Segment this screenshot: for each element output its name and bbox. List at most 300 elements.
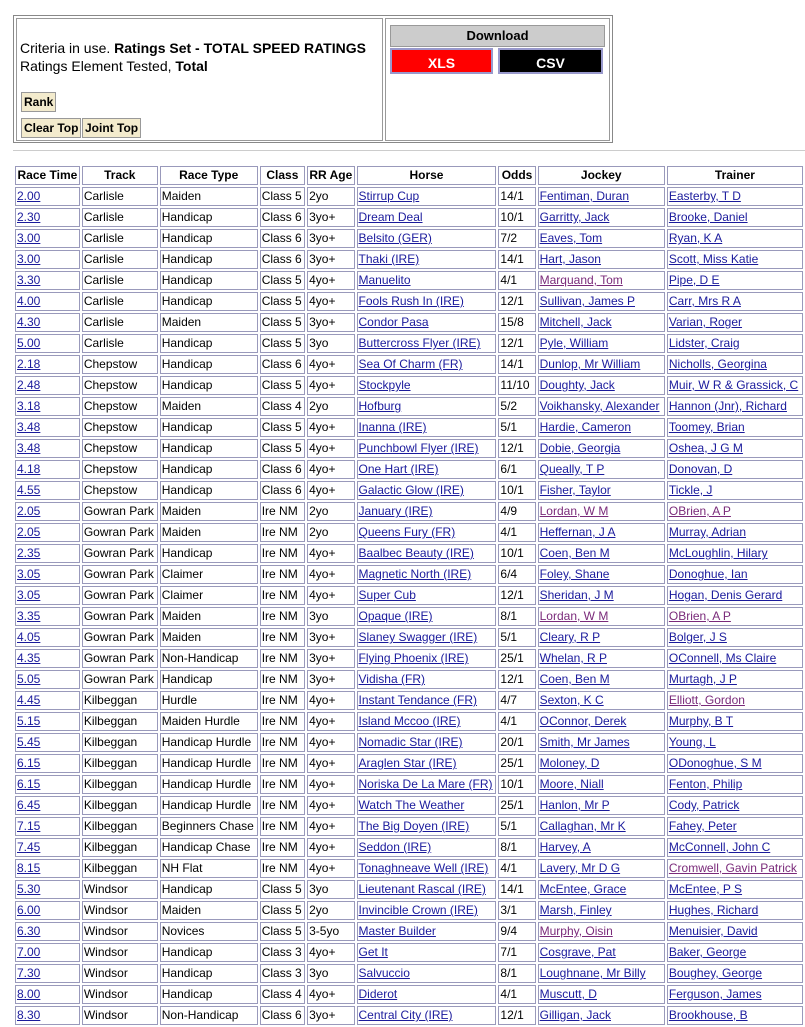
race-time-link[interactable]: 6.15 — [17, 756, 41, 770]
horse-link[interactable]: Dream Deal — [358, 210, 423, 224]
trainer-link[interactable]: Cromwell, Gavin Patrick — [668, 861, 797, 875]
trainer-link[interactable]: Fahey, Peter — [668, 819, 737, 833]
race-time-link[interactable]: 2.05 — [17, 525, 41, 539]
trainer-link[interactable]: OBrien, A P — [668, 504, 731, 518]
race-time-link[interactable]: 2.18 — [17, 357, 41, 371]
jockey-link[interactable]: Voikhansky, Alexander — [539, 399, 660, 413]
trainer-link[interactable]: Ryan, K A — [668, 231, 723, 245]
jockey-link[interactable]: Gilligan, Jack — [539, 1008, 611, 1022]
race-time-link[interactable]: 4.00 — [17, 294, 41, 308]
horse-link[interactable]: Central City (IRE) — [358, 1008, 453, 1022]
time-cell[interactable] — [15, 460, 80, 479]
horse-link[interactable]: Belsito (GER) — [358, 231, 432, 245]
horse-cell[interactable] — [357, 229, 497, 248]
race-time-link[interactable]: 8.15 — [17, 861, 41, 875]
trainer-cell[interactable] — [667, 523, 803, 542]
horse-link[interactable]: Seddon (IRE) — [358, 840, 432, 854]
trainer-link[interactable]: Pipe, D E — [668, 273, 720, 287]
trainer-cell[interactable] — [667, 502, 803, 521]
trainer-cell[interactable] — [667, 187, 803, 206]
jockey-link[interactable]: Moore, Niall — [539, 777, 604, 791]
jockey-cell[interactable] — [538, 523, 665, 542]
trainer-link[interactable]: Bolger, J S — [668, 630, 727, 644]
trainer-cell[interactable] — [667, 544, 803, 563]
jockey-link[interactable]: Marquand, Tom — [539, 273, 623, 287]
xls-download-button[interactable]: XLS — [390, 48, 493, 74]
trainer-link[interactable]: Menuisier, David — [668, 924, 758, 938]
horse-link[interactable]: Thaki (IRE) — [358, 252, 420, 266]
trainer-cell[interactable] — [667, 670, 803, 689]
jockey-link[interactable]: Lordan, W M — [539, 504, 609, 518]
jockey-link[interactable]: Murphy, Oisin — [539, 924, 613, 938]
trainer-link[interactable]: McConnell, John C — [668, 840, 771, 854]
trainer-cell[interactable] — [667, 901, 803, 920]
jockey-cell[interactable] — [538, 250, 665, 269]
horse-link[interactable]: Queens Fury (FR) — [358, 525, 456, 539]
horse-link[interactable]: Slaney Swagger (IRE) — [358, 630, 478, 644]
race-time-link[interactable]: 4.45 — [17, 693, 41, 707]
time-cell[interactable] — [15, 985, 80, 1004]
horse-link[interactable]: Flying Phoenix (IRE) — [358, 651, 469, 665]
time-cell[interactable] — [15, 712, 80, 731]
time-cell[interactable] — [15, 775, 80, 794]
trainer-link[interactable]: Donoghue, Ian — [668, 567, 748, 581]
race-time-link[interactable]: 3.05 — [17, 588, 41, 602]
time-cell[interactable] — [15, 838, 80, 857]
race-time-link[interactable]: 6.15 — [17, 777, 41, 791]
trainer-link[interactable]: Hannon (Jnr), Richard — [668, 399, 787, 413]
jockey-link[interactable]: Queally, T P — [539, 462, 605, 476]
horse-cell[interactable] — [357, 208, 497, 227]
horse-link[interactable]: Vidisha (FR) — [358, 672, 425, 686]
col-track[interactable]: Track — [82, 166, 158, 185]
trainer-cell[interactable] — [667, 397, 803, 416]
time-cell[interactable] — [15, 628, 80, 647]
jockey-cell[interactable] — [538, 733, 665, 752]
clear-top-button[interactable]: Clear Top — [21, 118, 81, 138]
col-odds[interactable]: Odds — [498, 166, 535, 185]
horse-link[interactable]: Nomadic Star (IRE) — [358, 735, 463, 749]
horse-cell[interactable] — [357, 187, 497, 206]
col-trainer[interactable]: Trainer — [667, 166, 803, 185]
time-cell[interactable] — [15, 565, 80, 584]
jockey-link[interactable]: Loughnane, Mr Billy — [539, 966, 646, 980]
horse-cell[interactable] — [357, 586, 497, 605]
race-time-link[interactable]: 7.00 — [17, 945, 41, 959]
horse-cell[interactable] — [357, 985, 497, 1004]
jockey-cell[interactable] — [538, 1006, 665, 1025]
horse-link[interactable]: Hofburg — [358, 399, 402, 413]
race-time-link[interactable]: 2.05 — [17, 504, 41, 518]
horse-link[interactable]: Stirrup Cup — [358, 189, 420, 203]
jockey-link[interactable]: Hanlon, Mr P — [539, 798, 610, 812]
trainer-cell[interactable] — [667, 250, 803, 269]
time-cell[interactable] — [15, 607, 80, 626]
horse-cell[interactable] — [357, 607, 497, 626]
horse-link[interactable]: Opaque (IRE) — [358, 609, 433, 623]
col-race-time[interactable]: Race Time — [15, 166, 80, 185]
jockey-link[interactable]: Hart, Jason — [539, 252, 601, 266]
horse-link[interactable]: Sea Of Charm (FR) — [358, 357, 463, 371]
time-cell[interactable] — [15, 376, 80, 395]
trainer-cell[interactable] — [667, 922, 803, 941]
csv-download-button[interactable]: CSV — [498, 48, 603, 74]
horse-link[interactable]: Instant Tendance (FR) — [358, 693, 478, 707]
horse-cell[interactable] — [357, 901, 497, 920]
horse-link[interactable]: Watch The Weather — [358, 798, 465, 812]
jockey-cell[interactable] — [538, 985, 665, 1004]
trainer-link[interactable]: Brookhouse, B — [668, 1008, 748, 1022]
race-time-link[interactable]: 5.05 — [17, 672, 41, 686]
jockey-link[interactable]: Hardie, Cameron — [539, 420, 631, 434]
race-time-link[interactable]: 3.00 — [17, 231, 41, 245]
horse-cell[interactable] — [357, 649, 497, 668]
time-cell[interactable] — [15, 943, 80, 962]
race-time-link[interactable]: 7.45 — [17, 840, 41, 854]
time-cell[interactable] — [15, 880, 80, 899]
time-cell[interactable] — [15, 796, 80, 815]
trainer-link[interactable]: Tickle, J — [668, 483, 713, 497]
time-cell[interactable] — [15, 418, 80, 437]
trainer-cell[interactable] — [667, 418, 803, 437]
race-time-link[interactable]: 2.35 — [17, 546, 41, 560]
jockey-cell[interactable] — [538, 292, 665, 311]
jockey-cell[interactable] — [538, 397, 665, 416]
time-cell[interactable] — [15, 691, 80, 710]
jockey-link[interactable]: Mitchell, Jack — [539, 315, 612, 329]
jockey-cell[interactable] — [538, 628, 665, 647]
time-cell[interactable] — [15, 523, 80, 542]
trainer-cell[interactable] — [667, 334, 803, 353]
trainer-cell[interactable] — [667, 1006, 803, 1025]
horse-link[interactable]: Araglen Star (IRE) — [358, 756, 457, 770]
race-time-link[interactable]: 2.48 — [17, 378, 41, 392]
trainer-cell[interactable] — [667, 208, 803, 227]
trainer-cell[interactable] — [667, 943, 803, 962]
time-cell[interactable] — [15, 334, 80, 353]
jockey-cell[interactable] — [538, 187, 665, 206]
race-time-link[interactable]: 8.00 — [17, 987, 41, 1001]
jockey-link[interactable]: Heffernan, J A — [539, 525, 616, 539]
jockey-cell[interactable] — [538, 544, 665, 563]
trainer-link[interactable]: Cody, Patrick — [668, 798, 740, 812]
race-time-link[interactable]: 6.00 — [17, 903, 41, 917]
jockey-cell[interactable] — [538, 418, 665, 437]
jockey-cell[interactable] — [538, 691, 665, 710]
trainer-link[interactable]: Baker, George — [668, 945, 747, 959]
race-time-link[interactable]: 4.35 — [17, 651, 41, 665]
jockey-link[interactable]: Cleary, R P — [539, 630, 601, 644]
jockey-cell[interactable] — [538, 355, 665, 374]
jockey-cell[interactable] — [538, 313, 665, 332]
horse-cell[interactable] — [357, 796, 497, 815]
col-class[interactable]: Class — [260, 166, 305, 185]
race-time-link[interactable]: 4.18 — [17, 462, 41, 476]
trainer-link[interactable]: Boughey, George — [668, 966, 763, 980]
col-jockey[interactable]: Jockey — [538, 166, 665, 185]
horse-cell[interactable] — [357, 838, 497, 857]
horse-link[interactable]: Stockpyle — [358, 378, 411, 392]
jockey-link[interactable]: Pyle, William — [539, 336, 609, 350]
horse-link[interactable]: Magnetic North (IRE) — [358, 567, 472, 581]
trainer-link[interactable]: Muir, W R & Grassick, C — [668, 378, 799, 392]
horse-cell[interactable] — [357, 397, 497, 416]
horse-cell[interactable] — [357, 418, 497, 437]
horse-link[interactable]: Inanna (IRE) — [358, 420, 427, 434]
trainer-cell[interactable] — [667, 859, 803, 878]
jockey-link[interactable]: Coen, Ben M — [539, 546, 610, 560]
horse-link[interactable]: Master Builder — [358, 924, 436, 938]
race-time-link[interactable]: 3.30 — [17, 273, 41, 287]
jockey-cell[interactable] — [538, 208, 665, 227]
trainer-cell[interactable] — [667, 880, 803, 899]
trainer-cell[interactable] — [667, 628, 803, 647]
trainer-link[interactable]: Hogan, Denis Gerard — [668, 588, 783, 602]
jockey-cell[interactable] — [538, 775, 665, 794]
jockey-cell[interactable] — [538, 796, 665, 815]
horse-cell[interactable] — [357, 502, 497, 521]
horse-cell[interactable] — [357, 943, 497, 962]
jockey-cell[interactable] — [538, 649, 665, 668]
trainer-link[interactable]: Varian, Roger — [668, 315, 743, 329]
jockey-cell[interactable] — [538, 901, 665, 920]
horse-link[interactable]: Buttercross Flyer (IRE) — [358, 336, 481, 350]
trainer-cell[interactable] — [667, 838, 803, 857]
horse-cell[interactable] — [357, 460, 497, 479]
horse-cell[interactable] — [357, 355, 497, 374]
trainer-cell[interactable] — [667, 964, 803, 983]
trainer-cell[interactable] — [667, 691, 803, 710]
trainer-cell[interactable] — [667, 313, 803, 332]
jockey-cell[interactable] — [538, 922, 665, 941]
jockey-link[interactable]: Marsh, Finley — [539, 903, 612, 917]
horse-cell[interactable] — [357, 733, 497, 752]
time-cell[interactable] — [15, 250, 80, 269]
time-cell[interactable] — [15, 670, 80, 689]
race-time-link[interactable]: 2.30 — [17, 210, 41, 224]
jockey-link[interactable]: Lavery, Mr D G — [539, 861, 621, 875]
jockey-link[interactable]: Muscutt, D — [539, 987, 597, 1001]
jockey-cell[interactable] — [538, 754, 665, 773]
jockey-link[interactable]: Harvey, A — [539, 840, 591, 854]
jockey-cell[interactable] — [538, 817, 665, 836]
trainer-cell[interactable] — [667, 376, 803, 395]
horse-cell[interactable] — [357, 775, 497, 794]
horse-cell[interactable] — [357, 523, 497, 542]
trainer-link[interactable]: McEntee, P S — [668, 882, 743, 896]
race-time-link[interactable]: 5.00 — [17, 336, 41, 350]
race-time-link[interactable]: 3.18 — [17, 399, 41, 413]
time-cell[interactable] — [15, 439, 80, 458]
trainer-cell[interactable] — [667, 229, 803, 248]
race-time-link[interactable]: 6.45 — [17, 798, 41, 812]
race-time-link[interactable]: 2.00 — [17, 189, 41, 203]
jockey-link[interactable]: Sheridan, J M — [539, 588, 614, 602]
race-time-link[interactable]: 4.30 — [17, 315, 41, 329]
horse-link[interactable]: Galactic Glow (IRE) — [358, 483, 464, 497]
trainer-link[interactable]: Oshea, J G M — [668, 441, 743, 455]
trainer-cell[interactable] — [667, 649, 803, 668]
horse-cell[interactable] — [357, 1006, 497, 1025]
time-cell[interactable] — [15, 355, 80, 374]
horse-link[interactable]: Lieutenant Rascal (IRE) — [358, 882, 486, 896]
horse-cell[interactable] — [357, 292, 497, 311]
trainer-link[interactable]: Hughes, Richard — [668, 903, 759, 917]
trainer-cell[interactable] — [667, 712, 803, 731]
jockey-link[interactable]: Dunlop, Mr William — [539, 357, 641, 371]
horse-cell[interactable] — [357, 880, 497, 899]
time-cell[interactable] — [15, 397, 80, 416]
horse-cell[interactable] — [357, 628, 497, 647]
jockey-link[interactable]: Sullivan, James P — [539, 294, 635, 308]
horse-link[interactable]: Baalbec Beauty (IRE) — [358, 546, 474, 560]
rank-button[interactable]: Rank — [21, 92, 56, 112]
horse-link[interactable]: Noriska De La Mare (FR) — [358, 777, 493, 791]
trainer-link[interactable]: Young, L — [668, 735, 716, 749]
horse-link[interactable]: Manuelito — [358, 273, 411, 287]
trainer-cell[interactable] — [667, 439, 803, 458]
horse-cell[interactable] — [357, 670, 497, 689]
time-cell[interactable] — [15, 964, 80, 983]
horse-cell[interactable] — [357, 271, 497, 290]
race-time-link[interactable]: 4.05 — [17, 630, 41, 644]
jockey-link[interactable]: Garritty, Jack — [539, 210, 610, 224]
trainer-link[interactable]: Toomey, Brian — [668, 420, 745, 434]
trainer-cell[interactable] — [667, 565, 803, 584]
trainer-cell[interactable] — [667, 754, 803, 773]
jockey-cell[interactable] — [538, 376, 665, 395]
trainer-link[interactable]: Ferguson, James — [668, 987, 762, 1001]
trainer-cell[interactable] — [667, 586, 803, 605]
jockey-link[interactable]: Callaghan, Mr K — [539, 819, 626, 833]
jockey-cell[interactable] — [538, 565, 665, 584]
jockey-link[interactable]: Eaves, Tom — [539, 231, 603, 245]
trainer-link[interactable]: Lidster, Craig — [668, 336, 740, 350]
trainer-link[interactable]: OConnell, Ms Claire — [668, 651, 777, 665]
race-time-link[interactable]: 3.48 — [17, 420, 41, 434]
col-race-type[interactable]: Race Type — [160, 166, 258, 185]
time-cell[interactable] — [15, 754, 80, 773]
race-time-link[interactable]: 5.30 — [17, 882, 41, 896]
race-time-link[interactable]: 3.05 — [17, 567, 41, 581]
time-cell[interactable] — [15, 817, 80, 836]
jockey-link[interactable]: Fisher, Taylor — [539, 483, 611, 497]
horse-link[interactable]: Fools Rush In (IRE) — [358, 294, 464, 308]
race-time-link[interactable]: 5.15 — [17, 714, 41, 728]
jockey-link[interactable]: Doughty, Jack — [539, 378, 615, 392]
trainer-cell[interactable] — [667, 607, 803, 626]
horse-cell[interactable] — [357, 964, 497, 983]
trainer-cell[interactable] — [667, 796, 803, 815]
race-time-link[interactable]: 6.30 — [17, 924, 41, 938]
time-cell[interactable] — [15, 229, 80, 248]
trainer-link[interactable]: Scott, Miss Katie — [668, 252, 759, 266]
horse-cell[interactable] — [357, 250, 497, 269]
horse-link[interactable]: Get It — [358, 945, 388, 959]
race-time-link[interactable]: 7.15 — [17, 819, 41, 833]
race-time-link[interactable]: 4.55 — [17, 483, 41, 497]
race-time-link[interactable]: 3.35 — [17, 609, 41, 623]
trainer-cell[interactable] — [667, 355, 803, 374]
horse-cell[interactable] — [357, 544, 497, 563]
jockey-cell[interactable] — [538, 586, 665, 605]
jockey-link[interactable]: Coen, Ben M — [539, 672, 610, 686]
time-cell[interactable] — [15, 649, 80, 668]
horse-link[interactable]: The Big Doyen (IRE) — [358, 819, 470, 833]
horse-cell[interactable] — [357, 817, 497, 836]
race-time-link[interactable]: 8.30 — [17, 1008, 41, 1022]
horse-link[interactable]: Salvuccio — [358, 966, 410, 980]
horse-link[interactable]: Condor Pasa — [358, 315, 429, 329]
trainer-link[interactable]: Elliott, Gordon — [668, 693, 745, 707]
time-cell[interactable] — [15, 1006, 80, 1025]
horse-link[interactable]: Super Cub — [358, 588, 416, 602]
time-cell[interactable] — [15, 313, 80, 332]
time-cell[interactable] — [15, 586, 80, 605]
time-cell[interactable] — [15, 733, 80, 752]
jockey-link[interactable]: Cosgrave, Pat — [539, 945, 616, 959]
jockey-cell[interactable] — [538, 334, 665, 353]
horse-link[interactable]: One Hart (IRE) — [358, 462, 439, 476]
horse-cell[interactable] — [357, 376, 497, 395]
jockey-cell[interactable] — [538, 481, 665, 500]
jockey-cell[interactable] — [538, 670, 665, 689]
trainer-link[interactable]: Easterby, T D — [668, 189, 741, 203]
jockey-link[interactable]: Whelan, R P — [539, 651, 607, 665]
time-cell[interactable] — [15, 271, 80, 290]
horse-cell[interactable] — [357, 334, 497, 353]
time-cell[interactable] — [15, 901, 80, 920]
race-time-link[interactable]: 5.45 — [17, 735, 41, 749]
jockey-link[interactable]: Smith, Mr James — [539, 735, 630, 749]
time-cell[interactable] — [15, 859, 80, 878]
time-cell[interactable] — [15, 544, 80, 563]
jockey-cell[interactable] — [538, 607, 665, 626]
jockey-link[interactable]: Dobie, Georgia — [539, 441, 621, 455]
horse-link[interactable]: Diderot — [358, 987, 398, 1001]
jockey-link[interactable]: Sexton, K C — [539, 693, 604, 707]
jockey-link[interactable]: Fentiman, Duran — [539, 189, 629, 203]
trainer-cell[interactable] — [667, 271, 803, 290]
race-time-link[interactable]: 3.00 — [17, 252, 41, 266]
trainer-cell[interactable] — [667, 775, 803, 794]
jockey-cell[interactable] — [538, 712, 665, 731]
jockey-link[interactable]: McEntee, Grace — [539, 882, 627, 896]
time-cell[interactable] — [15, 208, 80, 227]
col-horse[interactable]: Horse — [357, 166, 497, 185]
jockey-cell[interactable] — [538, 859, 665, 878]
col-rr-age[interactable]: RR Age — [307, 166, 354, 185]
jockey-link[interactable]: Moloney, D — [539, 756, 600, 770]
time-cell[interactable] — [15, 292, 80, 311]
trainer-link[interactable]: Donovan, D — [668, 462, 733, 476]
time-cell[interactable] — [15, 481, 80, 500]
horse-cell[interactable] — [357, 754, 497, 773]
time-cell[interactable] — [15, 502, 80, 521]
jockey-cell[interactable] — [538, 229, 665, 248]
jockey-cell[interactable] — [538, 502, 665, 521]
horse-cell[interactable] — [357, 712, 497, 731]
jockey-cell[interactable] — [538, 460, 665, 479]
trainer-link[interactable]: Carr, Mrs R A — [668, 294, 741, 308]
horse-cell[interactable] — [357, 859, 497, 878]
jockey-cell[interactable] — [538, 880, 665, 899]
jockey-cell[interactable] — [538, 439, 665, 458]
trainer-link[interactable]: ODonoghue, S M — [668, 756, 762, 770]
time-cell[interactable] — [15, 922, 80, 941]
jockey-link[interactable]: Lordan, W M — [539, 609, 609, 623]
horse-link[interactable]: January (IRE) — [358, 504, 433, 518]
